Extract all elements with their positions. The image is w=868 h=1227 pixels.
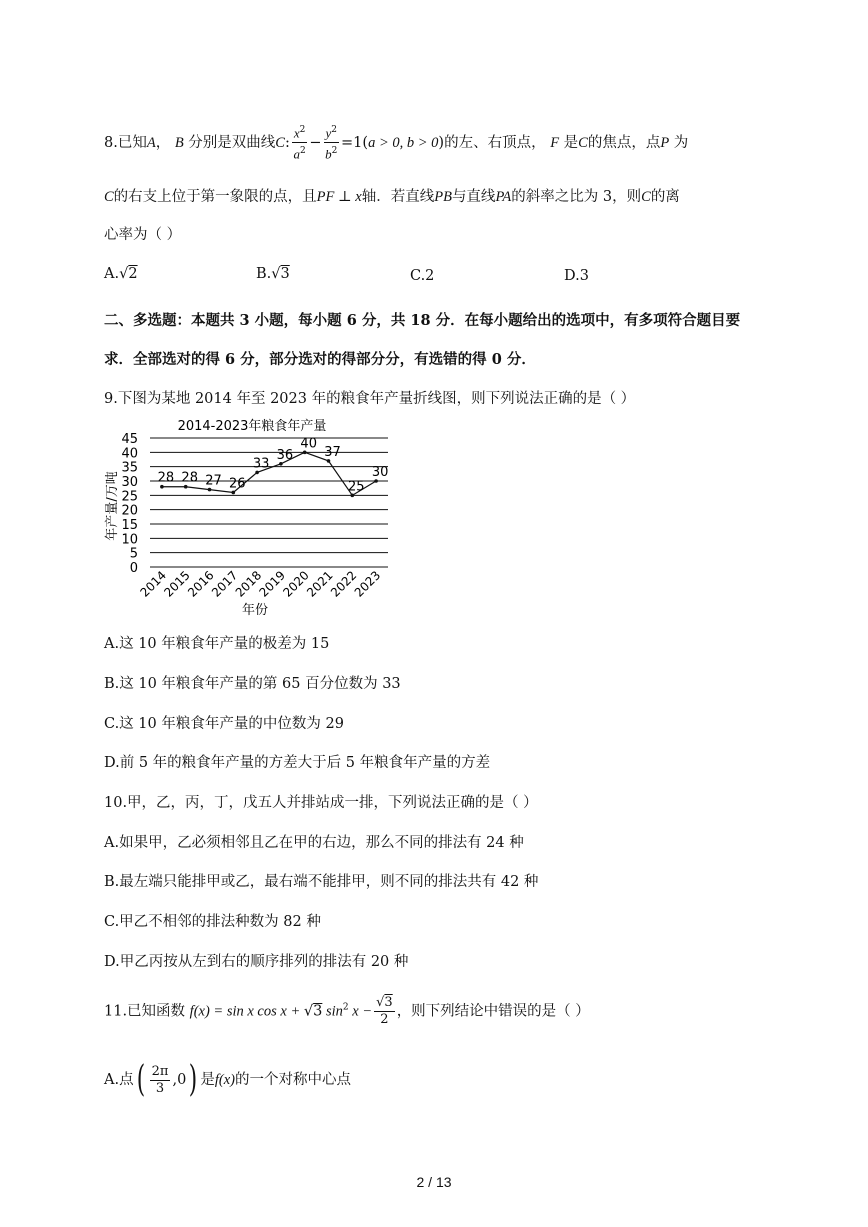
q11-frac-num: 3 — [384, 995, 393, 1010]
grain-production-chart — [100, 414, 400, 624]
q8-option-c — [410, 268, 434, 284]
data-label: 28 — [181, 470, 198, 486]
y-tick-label: 45 — [121, 432, 138, 447]
y-tick-label: 10 — [121, 532, 138, 548]
q8-sep: ， — [155, 134, 171, 151]
q8-a: A — [146, 134, 156, 151]
q11-fx: f(x) = sin x cos x + — [189, 1003, 304, 1020]
q10-option-b — [104, 870, 538, 891]
q11-prefix: 11.已知函数 — [104, 1003, 186, 1020]
q11-sqrt3: 3 — [313, 1003, 323, 1020]
chart-x-ticks — [138, 568, 384, 599]
q11-frac-den: 2 — [380, 1012, 389, 1027]
section2-line2 — [104, 348, 536, 369]
q8-mid3: 是 — [563, 134, 579, 151]
q8-pa: PA — [495, 189, 512, 205]
chart-title: 2014-2023年粮食年产量 — [177, 419, 327, 434]
q9-option-c — [104, 712, 344, 733]
q8-cond: a > 0, b > 0 — [368, 134, 439, 151]
q10-stem-text: 10.甲，乙，丙，丁，戊五人并排站成一排，下列说法正确的是（ ） — [104, 795, 538, 811]
q9-stem-text: 9.下图为某地 2014 年至 2023 年的粮食年产量折线图，则下列说法正确的是（ ） — [104, 391, 636, 407]
q11-sq: 2 — [342, 1002, 349, 1013]
q8-option-a-val: 2 — [128, 266, 138, 282]
x-tick-label: 2018 — [232, 568, 265, 600]
y-tick-label: 20 — [121, 503, 138, 519]
y-tick-label: 40 — [121, 446, 138, 462]
section2-line1-text: 二、多选题：本题共 3 小题，每小题 6 分，共 18 分．在每小题给出的选项中，有多项符合题目要 — [104, 312, 741, 329]
y-tick-label: 0 — [129, 561, 138, 576]
q8-end1: 为 — [673, 134, 689, 151]
q8-line2-text5: 的离 — [650, 189, 680, 205]
q8-line3-text: 心率为（ ） — [104, 227, 182, 243]
q8-line1: 8.已知A， B 分别是双曲线C: $\frac{x^2}{a^2}$ − $\frac{y^2}{b^2}$ =1(a > 0, b > 0)的左、右顶点， F 是C的焦点，点P 为 — [104, 122, 688, 164]
q11-option-a-mid: 是 — [200, 1072, 215, 1088]
y-tick-label: 30 — [121, 475, 138, 490]
q8-f: F — [550, 134, 560, 151]
y-tick-label: 25 — [121, 489, 138, 505]
x-tick-label: 2014 — [137, 568, 170, 600]
q11-frac: $\frac{√3}{2}$ — [376, 995, 393, 1027]
data-label: 30 — [371, 465, 389, 480]
q8-frac-x: $\frac{x^2}{a^2}$ — [292, 122, 308, 164]
x-tick-label: 2021 — [304, 568, 336, 600]
q8-pf: PF ⊥ x — [316, 189, 362, 205]
q11-option-a-num: 2π — [151, 1063, 169, 1079]
q11-stem: 11.已知函数 f(x) = sin x cos x + √3 $\sin^2 x$ − $\frac{√3}{2}$ ，则下列结论中错误的是（ ） — [104, 995, 590, 1027]
q8-line2-text2: 轴．若直线 — [361, 189, 435, 205]
x-tick-label: 2017 — [208, 568, 241, 600]
q8-mid1: 分别是双曲线 — [188, 134, 276, 151]
q8-y: y — [325, 125, 332, 141]
q9-option-d-text: D.前 5 年的粮食年产量的方差大于后 5 年粮食年产量的方差 — [104, 755, 491, 771]
y-tick-label: 5 — [129, 546, 138, 562]
chart-y-axis-label: 年产量/万吨 — [105, 471, 120, 541]
q11-x: x − — [348, 1003, 373, 1020]
q10-option-d-text: D.甲乙丙按从左到右的顺序排列的排法有 20 种 — [104, 954, 409, 970]
q8-close: ) — [438, 134, 445, 151]
q9-option-d — [104, 751, 490, 772]
data-label: 33 — [252, 456, 270, 472]
q8-mid4: 的焦点，点 — [587, 134, 661, 151]
data-label: 25 — [348, 479, 365, 495]
y-tick-label: 35 — [121, 460, 138, 476]
q11-option-a-prefix: A.点 — [104, 1072, 134, 1088]
q10-option-d — [104, 950, 408, 971]
q8-option-a-label: A. — [104, 266, 120, 282]
q10-option-b-text: B.最左端只能排甲或乙，最右端不能排甲，则不同的排法共有 42 种 — [104, 874, 539, 890]
q9-option-a-text: A.这 10 年粮食年产量的极差为 15 — [104, 636, 330, 652]
x-tick-label: 2015 — [161, 568, 193, 600]
q10-option-a — [104, 831, 524, 852]
q8-pb: PB — [434, 189, 452, 205]
q8-option-c-text: C.2 — [410, 268, 435, 284]
x-tick-label: 2023 — [351, 568, 384, 600]
q11-option-a: A.点( $\frac{2\pi}{3}$ ,0) 是f(x)的一个对称中心点 — [104, 1059, 351, 1100]
q8-b2: b — [325, 146, 332, 162]
q8-option-d-text: D.3 — [564, 268, 589, 284]
q8-eq: =1( — [341, 134, 369, 151]
q9-option-c-text: C.这 10 年粮食年产量的中位数为 29 — [104, 716, 344, 732]
q8-c: C — [275, 134, 285, 151]
x-tick-label: 2020 — [280, 568, 312, 600]
data-label: 36 — [276, 447, 294, 463]
q8-option-b-val: 3 — [280, 266, 290, 282]
q10-option-c — [104, 910, 321, 931]
q10-option-a-text: A.如果甲，乙必须相邻且乙在甲的右边，那么不同的排法有 24 种 — [104, 835, 524, 851]
data-label: 27 — [205, 473, 222, 489]
q10-option-c-text: C.甲乙不相邻的排法种数为 82 种 — [104, 914, 321, 930]
section2-line2-text: 求．全部选对的得 6 分，部分选对的得部分分，有选错的得 0 分． — [104, 351, 536, 368]
q8-frac-y: $\frac{y^2}{b^2}$ — [324, 122, 340, 164]
x-tick-label: 2019 — [256, 568, 289, 600]
q9-option-a — [104, 632, 329, 653]
q8-line2-text4: 的斜率之比为 3，则 — [511, 189, 642, 205]
x-tick-label: 2022 — [327, 568, 360, 600]
data-label: 26 — [229, 476, 246, 492]
q11-option-a-suffix: 的一个对称中心点 — [234, 1072, 351, 1088]
data-label: 37 — [324, 444, 341, 460]
q10-stem — [104, 791, 538, 812]
q8-mid2: 的左、右顶点， — [444, 134, 546, 151]
q9-option-b — [104, 672, 401, 693]
page-number: 2 / 13 — [416, 1174, 452, 1190]
y-tick-label: 15 — [121, 518, 138, 533]
q8-c2: C — [578, 134, 588, 151]
chart-x-axis-label: 年份 — [241, 603, 269, 618]
q8-x: x — [293, 125, 300, 141]
data-label: 40 — [300, 436, 317, 452]
chart-data-labels — [158, 436, 389, 494]
q8-colon: : — [284, 134, 290, 151]
q11-sin: sin — [322, 1003, 343, 1020]
chart-y-ticks — [121, 432, 138, 576]
q8-p: P — [660, 134, 670, 151]
q8-line2-text1: 的右支上位于第一象限的点，且 — [113, 189, 317, 205]
q8-prefix: 8.已知 — [104, 134, 147, 151]
data-label: 28 — [157, 470, 175, 486]
q8-line3 — [104, 223, 181, 244]
q8-line2 — [104, 185, 680, 206]
q11-option-a-frac — [150, 1064, 171, 1097]
q8-b: B — [174, 134, 184, 151]
q8-line2-c2: C — [641, 189, 651, 205]
q8-option-a: A.√2 — [104, 266, 138, 282]
q8-line2-c: C — [104, 189, 114, 205]
q8-option-b-label: B. — [256, 266, 272, 282]
section2-line1 — [104, 309, 740, 330]
q8-option-b: B.√3 — [256, 266, 290, 282]
q8-line2-text3: 与直线 — [451, 189, 496, 205]
q9-stem — [104, 387, 635, 408]
q8-option-d — [564, 268, 589, 284]
q11-suffix: ，则下列结论中错误的是（ ） — [396, 1003, 590, 1020]
q8-a2: a — [293, 146, 300, 162]
q11-option-a-zero: ,0 — [172, 1072, 187, 1088]
x-tick-label: 2016 — [185, 568, 217, 600]
q11-option-a-fx: f(x) — [214, 1072, 235, 1088]
q9-option-b-text: B.这 10 年粮食年产量的第 65 百分位数为 33 — [104, 676, 401, 692]
q11-option-a-den: 3 — [155, 1080, 165, 1096]
